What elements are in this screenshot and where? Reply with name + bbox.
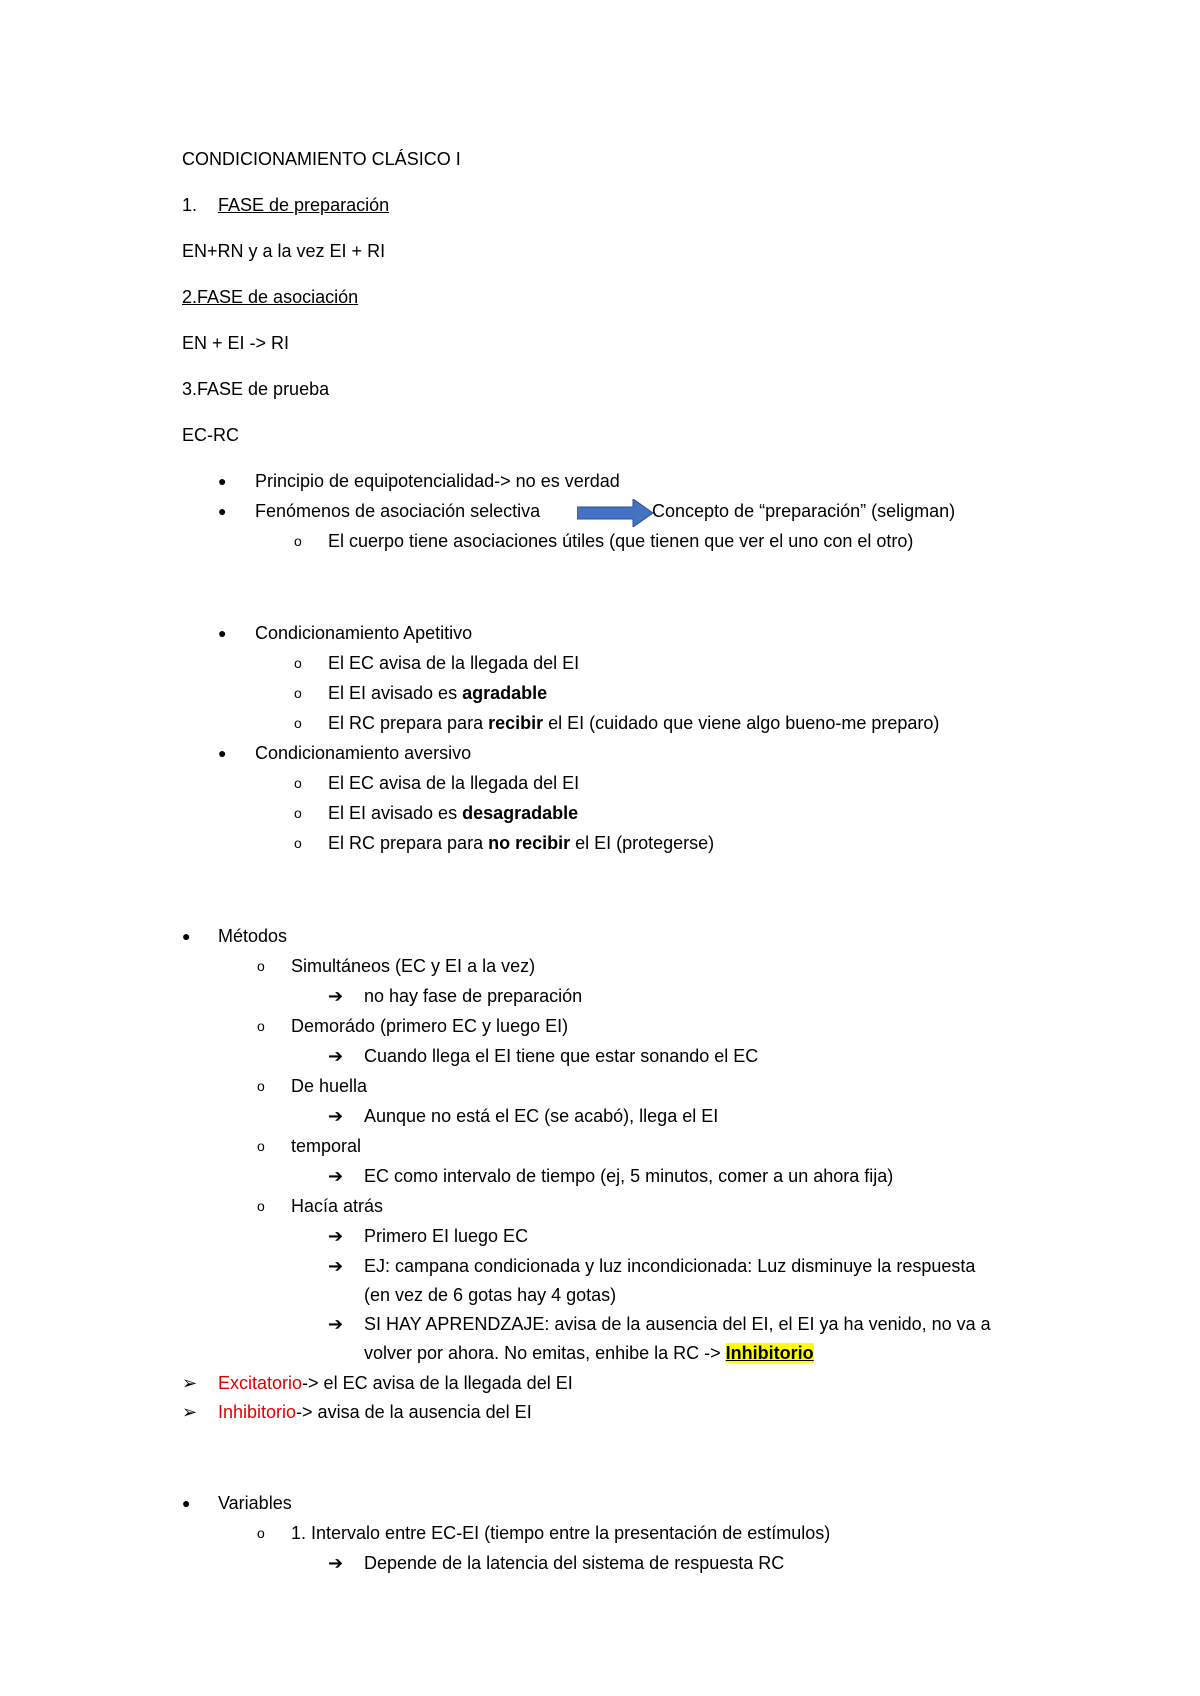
- phase-2-formula: EN + EI -> RI: [182, 333, 290, 353]
- bullet-icon: ●: [218, 625, 227, 641]
- aversive-title: Condicionamiento aversivo: [255, 743, 472, 763]
- circle-bullet-icon: o: [294, 533, 302, 549]
- principle-selective-association: Fenómenos de asociación selectiva: [255, 501, 541, 521]
- phase-3-formula: EC-RC: [182, 425, 239, 445]
- aversive-prepares: El RC prepara para no recibir el EI (protegerse): [328, 833, 715, 853]
- bullet-icon: ●: [218, 503, 227, 519]
- circle-bullet-icon: o: [294, 775, 302, 791]
- bullet-icon: ●: [218, 745, 227, 761]
- methods-title: Métodos: [218, 926, 288, 946]
- chevron-right-icon: ➢: [182, 1373, 198, 1393]
- arrow-right-icon: ➔: [328, 1166, 344, 1186]
- type-inhibitory: Inhibitorio-> avisa de la ausencia del EI: [218, 1402, 532, 1422]
- method-backward-note-3b: volver por ahora. No emitas, enhibe la RC -> Inhibitorio: [364, 1343, 814, 1363]
- arrow-right-icon: ➔: [328, 1314, 344, 1334]
- aversive-unpleasant: El EI avisado es desagradable: [328, 803, 579, 823]
- circle-bullet-icon: o: [257, 1138, 265, 1154]
- arrow-right-icon: ➔: [328, 986, 344, 1006]
- body-associations: El cuerpo tiene asociaciones útiles (que tienen que ver el uno con el otro): [328, 531, 914, 551]
- variable-interval-note: Depende de la latencia del sistema de respuesta RC: [364, 1553, 785, 1573]
- arrow-right-icon: ➔: [328, 1553, 344, 1573]
- circle-bullet-icon: o: [294, 655, 302, 671]
- method-delayed-note: Cuando llega el EI tiene que estar sonando el EC: [364, 1046, 759, 1066]
- phase-1-formula: EN+RN y a la vez EI + RI: [182, 241, 386, 261]
- method-simultaneous-note: no hay fase de preparación: [364, 986, 583, 1006]
- circle-bullet-icon: o: [257, 1198, 265, 1214]
- arrow-right-icon: [577, 499, 655, 527]
- appetitive-prepares: El RC prepara para recibir el EI (cuidado que viene algo bueno-me preparo): [328, 713, 940, 733]
- circle-bullet-icon: o: [294, 835, 302, 851]
- circle-bullet-icon: o: [257, 1525, 265, 1541]
- circle-bullet-icon: o: [294, 685, 302, 701]
- aversive-warns: El EC avisa de la llegada del EI: [328, 773, 580, 793]
- method-backward-note-2a: EJ: campana condicionada y luz incondicionada: Luz disminuye la respuesta: [364, 1256, 976, 1276]
- circle-bullet-icon: o: [257, 1078, 265, 1094]
- method-backward-note-3a: SI HAY APRENDZAJE: avisa de la ausencia del EI, el EI ya ha venido, no va a: [364, 1314, 991, 1334]
- bullet-icon: ●: [218, 473, 227, 489]
- method-delayed: Demorádo (primero EC y luego EI): [291, 1016, 569, 1036]
- circle-bullet-icon: o: [257, 1018, 265, 1034]
- method-temporal-note: EC como intervalo de tiempo (ej, 5 minutos, comer a un ahora fija): [364, 1166, 894, 1186]
- circle-bullet-icon: o: [257, 958, 265, 974]
- phase-2-label: 2.FASE de asociación: [182, 287, 359, 307]
- arrow-right-icon: ➔: [328, 1046, 344, 1066]
- appetitive-title: Condicionamiento Apetitivo: [255, 623, 473, 643]
- method-backward-note-1: Primero EI luego EC: [364, 1226, 529, 1246]
- method-trace: De huella: [291, 1076, 368, 1096]
- principle-equipotentiality: Principio de equipotencialidad-> no es verdad: [255, 471, 620, 491]
- appetitive-pleasant: El EI avisado es agradable: [328, 683, 548, 703]
- circle-bullet-icon: o: [294, 805, 302, 821]
- phase-3-label: 3.FASE de prueba: [182, 379, 330, 399]
- phase-1-label: FASE de preparación: [218, 195, 390, 215]
- method-temporal: temporal: [291, 1136, 362, 1156]
- arrow-right-icon: ➔: [328, 1226, 344, 1246]
- inhibitory-highlight: Inhibitorio: [725, 1343, 814, 1363]
- variables-title: Variables: [218, 1493, 292, 1513]
- bullet-icon: ●: [182, 1495, 191, 1511]
- method-backward: Hacía atrás: [291, 1196, 384, 1216]
- chevron-right-icon: ➢: [182, 1402, 198, 1422]
- phase-1-number: 1.: [182, 195, 198, 215]
- variable-interval: 1. Intervalo entre EC-EI (tiempo entre la presentación de estímulos): [291, 1523, 831, 1543]
- arrow-right-icon: ➔: [328, 1256, 344, 1276]
- method-simultaneous: Simultáneos (EC y EI a la vez): [291, 956, 536, 976]
- method-trace-note: Aunque no está el EC (se acabó), llega el EI: [364, 1106, 719, 1126]
- method-backward-note-2b: (en vez de 6 gotas hay 4 gotas): [364, 1285, 617, 1305]
- circle-bullet-icon: o: [294, 715, 302, 731]
- document-title: CONDICIONAMIENTO CLÁSICO I: [182, 149, 461, 169]
- bullet-icon: ●: [182, 928, 191, 944]
- type-excitatory: Excitatorio-> el EC avisa de la llegada del EI: [218, 1373, 573, 1393]
- preparation-concept: Concepto de “preparación” (seligman): [652, 501, 956, 521]
- arrow-right-icon: ➔: [328, 1106, 344, 1126]
- appetitive-warns: El EC avisa de la llegada del EI: [328, 653, 580, 673]
